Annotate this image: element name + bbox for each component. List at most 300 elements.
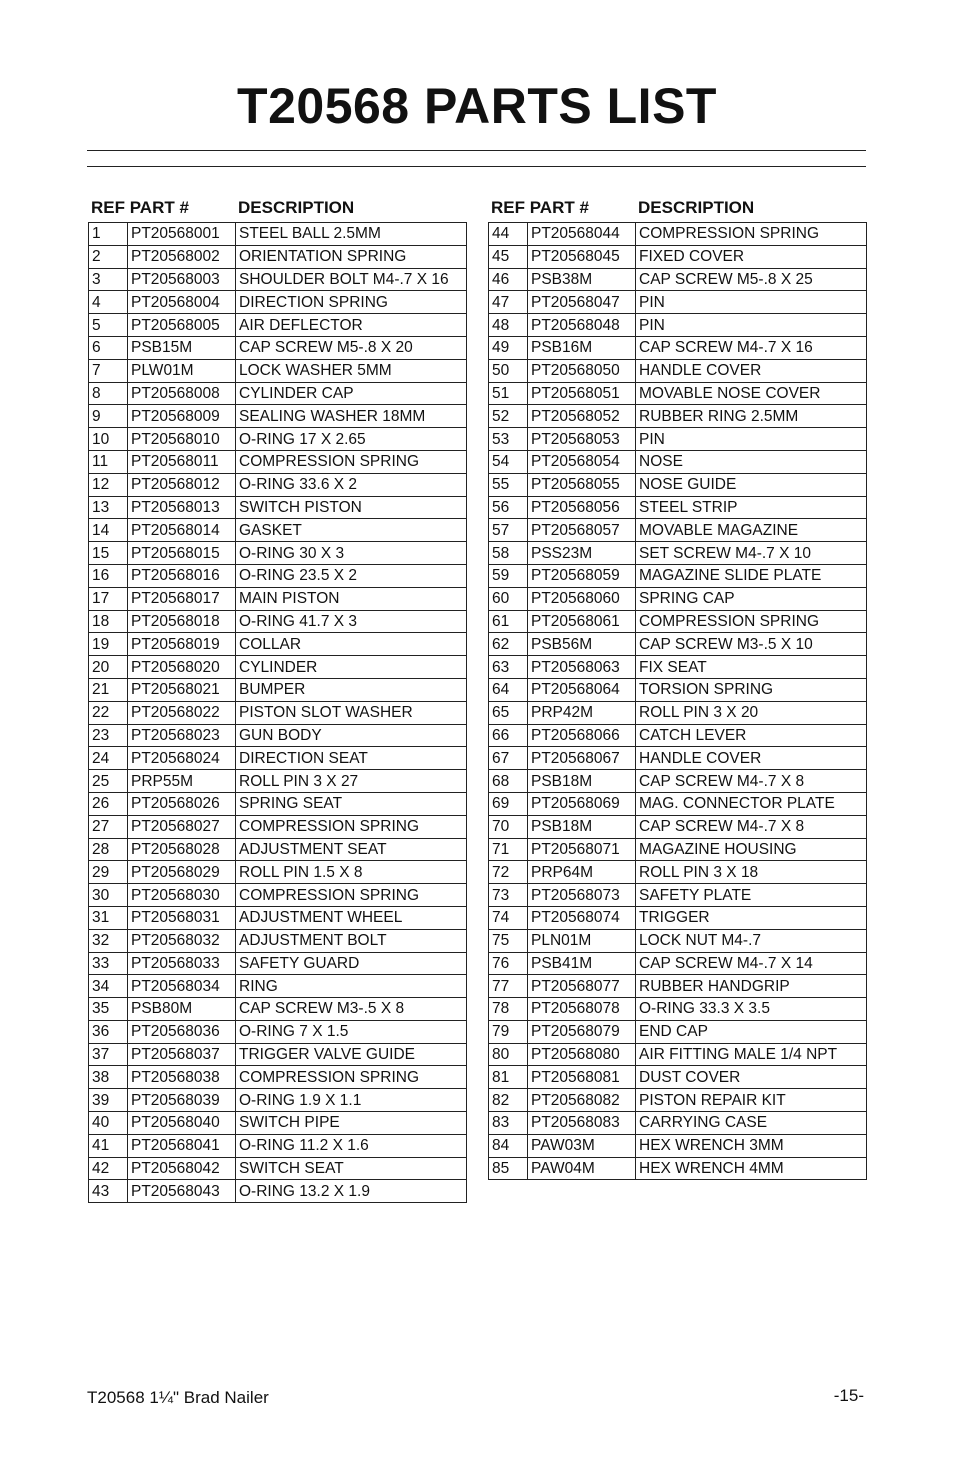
part-number-cell: PT20568063: [528, 656, 636, 679]
table-row: [89, 564, 467, 587]
part-number-cell: PT20568014: [128, 519, 236, 542]
ref-cell: 30: [89, 884, 128, 907]
part-number-cell: PT20568022: [128, 701, 236, 724]
part-number-cell: PSB38M: [528, 268, 636, 291]
part-number-cell: PT20568073: [528, 884, 636, 907]
table-row: [489, 314, 867, 337]
description-cell: SPRING CAP: [636, 587, 867, 610]
ref-cell: 44: [489, 223, 528, 246]
ref-cell: 33: [89, 952, 128, 975]
part-number-cell: PT20568060: [528, 587, 636, 610]
table-row: [489, 245, 867, 268]
ref-cell: 21: [89, 678, 128, 701]
description-cell: COMPRESSION SPRING: [236, 1066, 467, 1089]
description-cell: ROLL PIN 3 X 20: [636, 701, 867, 724]
parts-table-right: [488, 196, 867, 1180]
part-number-cell: PT20568052: [528, 405, 636, 428]
part-number-cell: PT20568004: [128, 291, 236, 314]
description-cell: PISTON SLOT WASHER: [236, 701, 467, 724]
ref-cell: 42: [89, 1157, 128, 1180]
table-row: [89, 291, 467, 314]
description-cell: CAP SCREW M4-.7 X 16: [636, 336, 867, 359]
table-row: [89, 268, 467, 291]
table-row: [89, 496, 467, 519]
part-number-cell: PT20568066: [528, 724, 636, 747]
table-row: [89, 542, 467, 565]
description-cell: SEALING WASHER 18MM: [236, 405, 467, 428]
ref-cell: 62: [489, 633, 528, 656]
description-cell: HEX WRENCH 3MM: [636, 1134, 867, 1157]
description-cell: SAFETY GUARD: [236, 952, 467, 975]
ref-cell: 82: [489, 1089, 528, 1112]
part-number-cell: PT20568026: [128, 792, 236, 815]
part-number-cell: PSB16M: [528, 336, 636, 359]
description-cell: COMPRESSION SPRING: [236, 815, 467, 838]
part-number-cell: PT20568010: [128, 428, 236, 451]
description-cell: FIX SEAT: [636, 656, 867, 679]
ref-cell: 34: [89, 975, 128, 998]
description-cell: HEX WRENCH 4MM: [636, 1157, 867, 1180]
part-number-cell: PT20568032: [128, 929, 236, 952]
ref-cell: 40: [89, 1112, 128, 1135]
table-row: [489, 473, 867, 496]
description-cell: CYLINDER: [236, 656, 467, 679]
part-number-cell: PT20568027: [128, 815, 236, 838]
ref-cell: 6: [89, 336, 128, 359]
description-cell: ORIENTATION SPRING: [236, 245, 467, 268]
part-number-cell: PT20568036: [128, 1020, 236, 1043]
table-row: [489, 929, 867, 952]
table-row: [489, 428, 867, 451]
ref-cell: 8: [89, 382, 128, 405]
table-row: [489, 724, 867, 747]
ref-cell: 20: [89, 656, 128, 679]
table-row: [489, 906, 867, 929]
table-row: [489, 405, 867, 428]
ref-cell: 18: [89, 610, 128, 633]
description-cell: MAIN PISTON: [236, 587, 467, 610]
table-row: [489, 382, 867, 405]
part-number-cell: PT20568041: [128, 1134, 236, 1157]
ref-cell: 71: [489, 838, 528, 861]
part-number-cell: PT20568056: [528, 496, 636, 519]
part-number-cell: PRP42M: [528, 701, 636, 724]
description-cell: CYLINDER CAP: [236, 382, 467, 405]
description-cell: COLLAR: [236, 633, 467, 656]
table-row: [89, 633, 467, 656]
description-cell: GASKET: [236, 519, 467, 542]
part-number-cell: PT20568009: [128, 405, 236, 428]
table-row: [89, 998, 467, 1021]
ref-cell: 51: [489, 382, 528, 405]
table-row: [89, 747, 467, 770]
ref-cell: 47: [489, 291, 528, 314]
table-row: [489, 861, 867, 884]
part-number-cell: PT20568064: [528, 678, 636, 701]
table-row: [89, 359, 467, 382]
ref-cell: 57: [489, 519, 528, 542]
table-row: [489, 1157, 867, 1180]
ref-cell: 16: [89, 564, 128, 587]
description-cell: RUBBER RING 2.5MM: [636, 405, 867, 428]
description-cell: MOVABLE NOSE COVER: [636, 382, 867, 405]
footer-page-number: -15-: [833, 1386, 864, 1405]
table-row: [489, 770, 867, 793]
ref-cell: 7: [89, 359, 128, 382]
part-number-cell: PT20568074: [528, 906, 636, 929]
part-number-cell: PSB56M: [528, 633, 636, 656]
ref-cell: 60: [489, 587, 528, 610]
description-cell: TRIGGER VALVE GUIDE: [236, 1043, 467, 1066]
table-row: [89, 701, 467, 724]
description-cell: MAG. CONNECTOR PLATE: [636, 792, 867, 815]
part-number-cell: PT20568081: [528, 1066, 636, 1089]
ref-cell: 73: [489, 884, 528, 907]
ref-cell: 81: [489, 1066, 528, 1089]
part-number-cell: PT20568019: [128, 633, 236, 656]
description-cell: SWITCH PIPE: [236, 1112, 467, 1135]
description-cell: ROLL PIN 3 X 18: [636, 861, 867, 884]
part-number-cell: PT20568059: [528, 564, 636, 587]
table-row: [489, 496, 867, 519]
header-description: DESCRIPTION: [238, 198, 355, 217]
ref-cell: 2: [89, 245, 128, 268]
table-row: [489, 952, 867, 975]
part-number-cell: PT20568051: [528, 382, 636, 405]
part-number-cell: PT20568047: [528, 291, 636, 314]
ref-cell: 19: [89, 633, 128, 656]
table-row: [89, 428, 467, 451]
part-number-cell: PT20568033: [128, 952, 236, 975]
table-row: [489, 450, 867, 473]
ref-cell: 74: [489, 906, 528, 929]
ref-cell: 56: [489, 496, 528, 519]
ref-cell: 63: [489, 656, 528, 679]
description-cell: COMPRESSION SPRING: [236, 884, 467, 907]
ref-cell: 46: [489, 268, 528, 291]
ref-cell: 36: [89, 1020, 128, 1043]
ref-cell: 53: [489, 428, 528, 451]
ref-cell: 27: [89, 815, 128, 838]
description-cell: PIN: [636, 428, 867, 451]
ref-cell: 38: [89, 1066, 128, 1089]
ref-cell: 59: [489, 564, 528, 587]
part-number-cell: PT20568061: [528, 610, 636, 633]
part-number-cell: PT20568003: [128, 268, 236, 291]
description-cell: SWITCH SEAT: [236, 1157, 467, 1180]
ref-cell: 35: [89, 998, 128, 1021]
table-header: [488, 196, 867, 222]
table-row: [89, 838, 467, 861]
part-number-cell: PT20568044: [528, 223, 636, 246]
ref-cell: 52: [489, 405, 528, 428]
table-row: [89, 884, 467, 907]
description-cell: STEEL BALL 2.5MM: [236, 223, 467, 246]
table-row: [89, 587, 467, 610]
description-cell: AIR FITTING MALE 1/4 NPT: [636, 1043, 867, 1066]
ref-cell: 68: [489, 770, 528, 793]
description-cell: MOVABLE MAGAZINE: [636, 519, 867, 542]
table-row: [89, 610, 467, 633]
ref-cell: 65: [489, 701, 528, 724]
table-row: [489, 1043, 867, 1066]
table-row: [89, 792, 467, 815]
header-description: DESCRIPTION: [638, 198, 755, 217]
description-cell: PIN: [636, 291, 867, 314]
table-row: [89, 929, 467, 952]
table-row: [89, 975, 467, 998]
table-row: [489, 223, 867, 246]
table-header: [88, 196, 467, 222]
ref-cell: 55: [489, 473, 528, 496]
ref-cell: 12: [89, 473, 128, 496]
part-number-cell: PT20568017: [128, 587, 236, 610]
header-ref-part: REF PART #: [491, 198, 589, 217]
description-cell: PISTON REPAIR KIT: [636, 1089, 867, 1112]
table-row: [89, 314, 467, 337]
part-number-cell: PT20568082: [528, 1089, 636, 1112]
table-row: [489, 268, 867, 291]
description-cell: HANDLE COVER: [636, 359, 867, 382]
part-number-cell: PSB80M: [128, 998, 236, 1021]
description-cell: LOCK NUT M4-.7: [636, 929, 867, 952]
table-row: [89, 1180, 467, 1203]
ref-cell: 25: [89, 770, 128, 793]
part-number-cell: PSB18M: [528, 770, 636, 793]
ref-cell: 5: [89, 314, 128, 337]
part-number-cell: PT20568045: [528, 245, 636, 268]
ref-cell: 17: [89, 587, 128, 610]
description-cell: CAP SCREW M5-.8 X 20: [236, 336, 467, 359]
table-row: [89, 1157, 467, 1180]
ref-cell: 31: [89, 906, 128, 929]
description-cell: DIRECTION SPRING: [236, 291, 467, 314]
table-row: [89, 906, 467, 929]
table-row: [89, 223, 467, 246]
part-number-cell: PAW04M: [528, 1157, 636, 1180]
table-row: [489, 633, 867, 656]
table-row: [89, 382, 467, 405]
description-cell: O-RING 7 X 1.5: [236, 1020, 467, 1043]
ref-cell: 14: [89, 519, 128, 542]
ref-cell: 23: [89, 724, 128, 747]
description-cell: END CAP: [636, 1020, 867, 1043]
description-cell: SET SCREW M4-.7 X 10: [636, 542, 867, 565]
table-row: [489, 1066, 867, 1089]
description-cell: AIR DEFLECTOR: [236, 314, 467, 337]
ref-cell: 1: [89, 223, 128, 246]
description-cell: MAGAZINE SLIDE PLATE: [636, 564, 867, 587]
ref-cell: 64: [489, 678, 528, 701]
parts-table-left: [88, 196, 467, 1203]
part-number-cell: PT20568053: [528, 428, 636, 451]
ref-cell: 24: [89, 747, 128, 770]
ref-cell: 70: [489, 815, 528, 838]
description-cell: O-RING 17 X 2.65: [236, 428, 467, 451]
table-row: [489, 792, 867, 815]
ref-cell: 15: [89, 542, 128, 565]
table-row: [489, 336, 867, 359]
part-number-cell: PT20568011: [128, 450, 236, 473]
description-cell: SPRING SEAT: [236, 792, 467, 815]
ref-cell: 69: [489, 792, 528, 815]
part-number-cell: PRP64M: [528, 861, 636, 884]
part-number-cell: PSB18M: [528, 815, 636, 838]
description-cell: FIXED COVER: [636, 245, 867, 268]
ref-cell: 39: [89, 1089, 128, 1112]
part-number-cell: PT20568080: [528, 1043, 636, 1066]
description-cell: O-RING 41.7 X 3: [236, 610, 467, 633]
part-number-cell: PT20568024: [128, 747, 236, 770]
table-row: [489, 1020, 867, 1043]
part-number-cell: PT20568037: [128, 1043, 236, 1066]
table-row: [489, 656, 867, 679]
part-number-cell: PT20568021: [128, 678, 236, 701]
parts-table: [88, 222, 467, 1203]
description-cell: O-RING 33.6 X 2: [236, 473, 467, 496]
part-number-cell: PLN01M: [528, 929, 636, 952]
ref-cell: 9: [89, 405, 128, 428]
part-number-cell: PT20568071: [528, 838, 636, 861]
description-cell: CAP SCREW M5-.8 X 25: [636, 268, 867, 291]
part-number-cell: PT20568018: [128, 610, 236, 633]
table-row: [89, 245, 467, 268]
table-row: [489, 291, 867, 314]
ref-cell: 66: [489, 724, 528, 747]
part-number-cell: PT20568043: [128, 1180, 236, 1203]
part-number-cell: PT20568028: [128, 838, 236, 861]
ref-cell: 49: [489, 336, 528, 359]
part-number-cell: PT20568031: [128, 906, 236, 929]
description-cell: STEEL STRIP: [636, 496, 867, 519]
table-row: [89, 656, 467, 679]
table-row: [89, 336, 467, 359]
table-row: [89, 815, 467, 838]
part-number-cell: PT20568039: [128, 1089, 236, 1112]
description-cell: LOCK WASHER 5MM: [236, 359, 467, 382]
ref-cell: 45: [489, 245, 528, 268]
description-cell: GUN BODY: [236, 724, 467, 747]
ref-cell: 48: [489, 314, 528, 337]
table-row: [489, 587, 867, 610]
part-number-cell: PT20568038: [128, 1066, 236, 1089]
description-cell: O-RING 11.2 X 1.6: [236, 1134, 467, 1157]
ref-cell: 22: [89, 701, 128, 724]
table-row: [489, 998, 867, 1021]
table-row: [489, 542, 867, 565]
description-cell: CAP SCREW M4-.7 X 8: [636, 815, 867, 838]
table-row: [89, 450, 467, 473]
part-number-cell: PT20568030: [128, 884, 236, 907]
part-number-cell: PT20568048: [528, 314, 636, 337]
description-cell: RING: [236, 975, 467, 998]
part-number-cell: PLW01M: [128, 359, 236, 382]
part-number-cell: PT20568020: [128, 656, 236, 679]
ref-cell: 78: [489, 998, 528, 1021]
table-row: [489, 701, 867, 724]
description-cell: ADJUSTMENT BOLT: [236, 929, 467, 952]
description-cell: COMPRESSION SPRING: [236, 450, 467, 473]
ref-cell: 43: [89, 1180, 128, 1203]
description-cell: TRIGGER: [636, 906, 867, 929]
part-number-cell: PT20568008: [128, 382, 236, 405]
ref-cell: 13: [89, 496, 128, 519]
ref-cell: 76: [489, 952, 528, 975]
table-row: [89, 1112, 467, 1135]
description-cell: CAP SCREW M3-.5 X 10: [636, 633, 867, 656]
table-row: [489, 1112, 867, 1135]
description-cell: SAFETY PLATE: [636, 884, 867, 907]
description-cell: ROLL PIN 3 X 27: [236, 770, 467, 793]
title-rule-bottom: [87, 166, 866, 167]
table-row: [489, 884, 867, 907]
ref-cell: 11: [89, 450, 128, 473]
ref-cell: 77: [489, 975, 528, 998]
ref-cell: 85: [489, 1157, 528, 1180]
ref-cell: 61: [489, 610, 528, 633]
table-row: [489, 610, 867, 633]
description-cell: DIRECTION SEAT: [236, 747, 467, 770]
table-row: [489, 678, 867, 701]
ref-cell: 75: [489, 929, 528, 952]
part-number-cell: PT20568002: [128, 245, 236, 268]
description-cell: CAP SCREW M4-.7 X 14: [636, 952, 867, 975]
table-row: [89, 678, 467, 701]
description-cell: RUBBER HANDGRIP: [636, 975, 867, 998]
part-number-cell: PT20568069: [528, 792, 636, 815]
part-number-cell: PSB15M: [128, 336, 236, 359]
part-number-cell: PT20568034: [128, 975, 236, 998]
part-number-cell: PT20568015: [128, 542, 236, 565]
ref-cell: 72: [489, 861, 528, 884]
table-row: [89, 1089, 467, 1112]
table-row: [89, 1066, 467, 1089]
description-cell: O-RING 30 X 3: [236, 542, 467, 565]
ref-cell: 67: [489, 747, 528, 770]
page-title: T20568 PARTS LIST: [237, 78, 717, 134]
description-cell: NOSE: [636, 450, 867, 473]
table-row: [489, 1089, 867, 1112]
table-row: [89, 952, 467, 975]
part-number-cell: PRP55M: [128, 770, 236, 793]
description-cell: O-RING 33.3 X 3.5: [636, 998, 867, 1021]
part-number-cell: PT20568013: [128, 496, 236, 519]
ref-cell: 84: [489, 1134, 528, 1157]
part-number-cell: PT20568012: [128, 473, 236, 496]
ref-cell: 28: [89, 838, 128, 861]
ref-cell: 4: [89, 291, 128, 314]
table-row: [89, 1134, 467, 1157]
ref-cell: 80: [489, 1043, 528, 1066]
description-cell: COMPRESSION SPRING: [636, 610, 867, 633]
part-number-cell: PT20568023: [128, 724, 236, 747]
description-cell: CARRYING CASE: [636, 1112, 867, 1135]
table-row: [89, 770, 467, 793]
table-row: [89, 405, 467, 428]
table-row: [489, 815, 867, 838]
part-number-cell: PT20568029: [128, 861, 236, 884]
ref-cell: 41: [89, 1134, 128, 1157]
part-number-cell: PT20568055: [528, 473, 636, 496]
title-rule-top: [87, 150, 866, 151]
part-number-cell: PT20568083: [528, 1112, 636, 1135]
description-cell: CAP SCREW M3-.5 X 8: [236, 998, 467, 1021]
part-number-cell: PT20568040: [128, 1112, 236, 1135]
part-number-cell: PT20568016: [128, 564, 236, 587]
part-number-cell: PT20568067: [528, 747, 636, 770]
description-cell: O-RING 23.5 X 2: [236, 564, 467, 587]
part-number-cell: PT20568057: [528, 519, 636, 542]
